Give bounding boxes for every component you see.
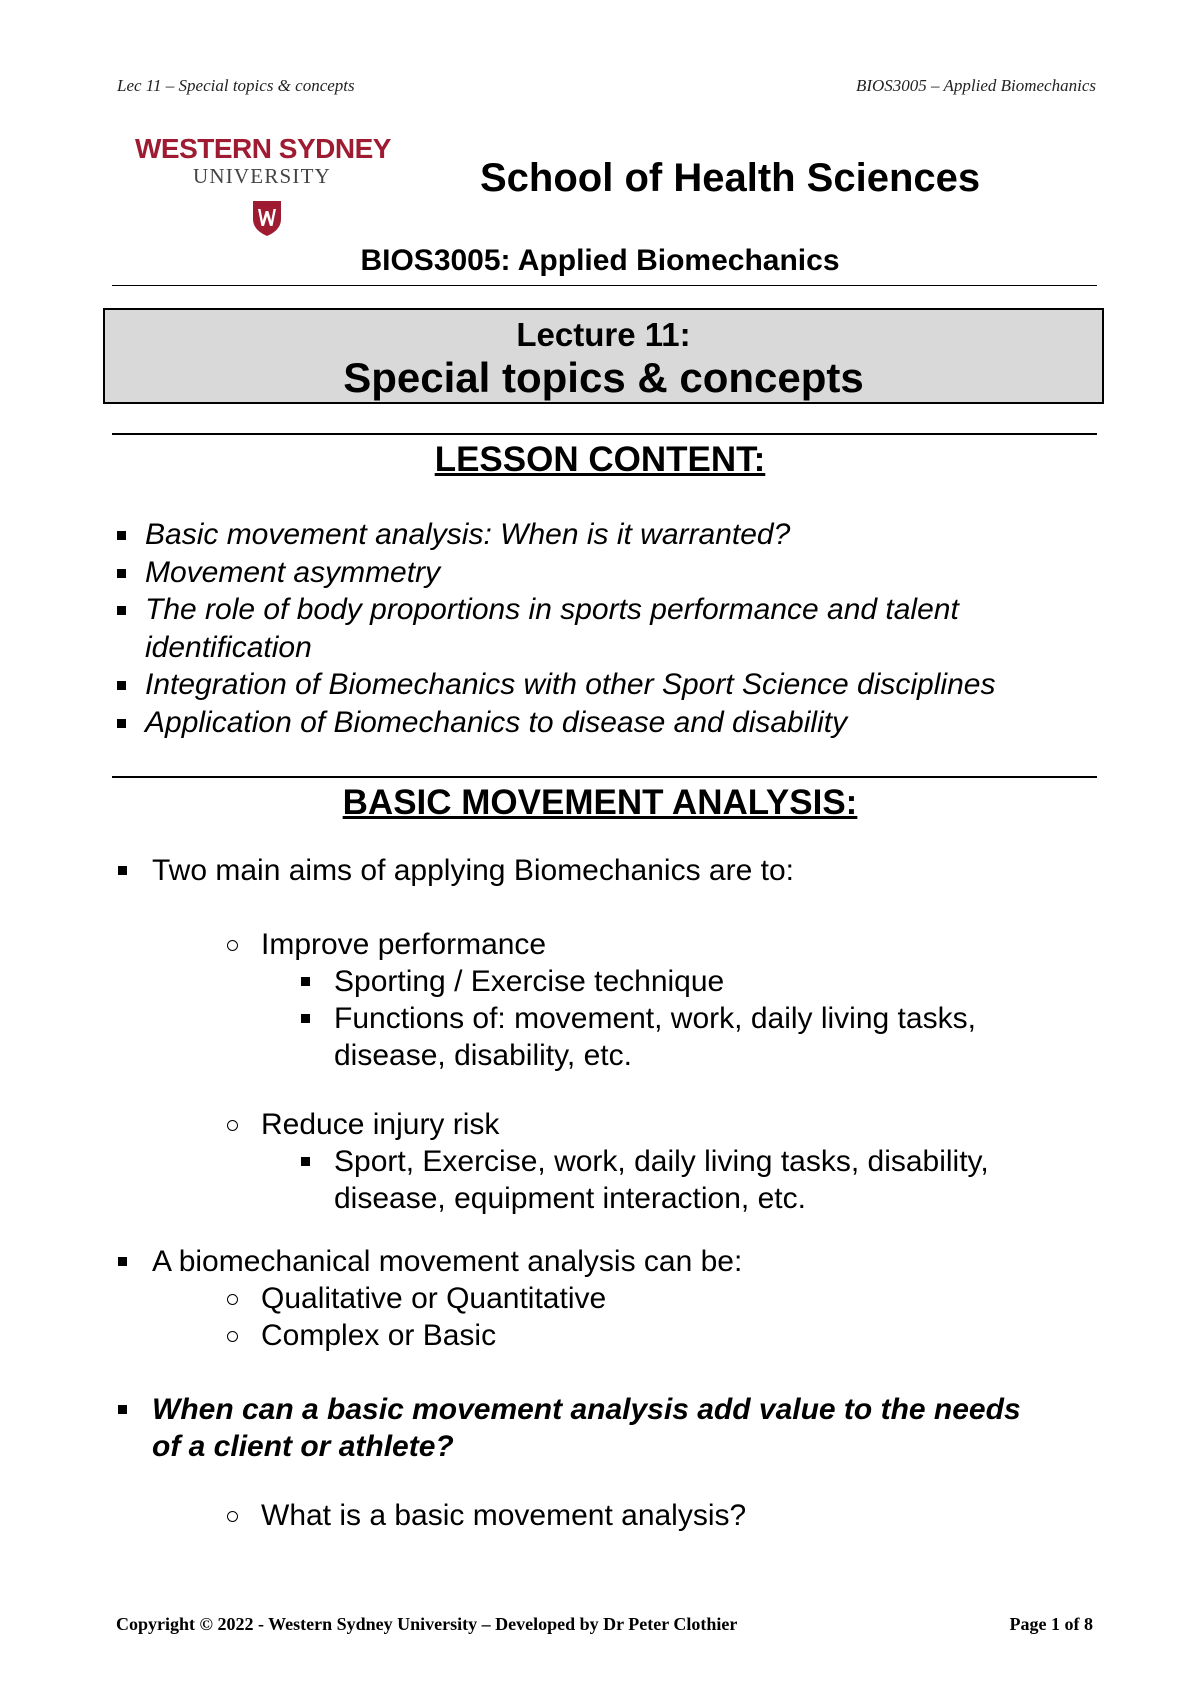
logo-wordmark-line2: UNIVERSITY (193, 164, 331, 188)
bullet-square-icon (301, 1014, 310, 1023)
what-is-basic-analysis: What is a basic movement analysis? (261, 1499, 747, 1532)
bullet-square-icon (301, 977, 310, 986)
analysis-intro: A biomechanical movement analysis can be: (152, 1245, 743, 1278)
list-item-text: Sport, Exercise, work, daily living tasks, disability, (334, 1145, 989, 1178)
bullet-square-icon (117, 719, 126, 728)
footer-copyright: Copyright © 2022 - Western Sydney University – Developed by Dr Peter Clothier (116, 1614, 738, 1634)
divider (112, 433, 1097, 435)
bullet-circle-icon (227, 1331, 238, 1342)
aims-intro: Two main aims of applying Biomechanics are to: (152, 854, 794, 887)
bullet-square-icon (117, 681, 126, 690)
bullet-circle-icon (227, 1294, 238, 1305)
list-item-text: Qualitative or Quantitative (261, 1282, 607, 1315)
bullet-circle-icon (227, 1511, 238, 1522)
running-header-right: BIOS3005 – Applied Biomechanics (855, 76, 1096, 95)
divider (112, 776, 1097, 778)
list-item (115, 516, 1115, 554)
list-item-text: Movement asymmetry (145, 555, 441, 589)
list-item (115, 591, 1065, 666)
list-item-text: Sporting / Exercise technique (334, 965, 725, 998)
bullet-square-icon (301, 1157, 310, 1166)
key-question-line2: of a client or athlete? (152, 1430, 454, 1463)
list-item (115, 666, 1115, 704)
bullet-circle-icon (227, 1120, 238, 1131)
lesson-content-list (115, 516, 1115, 741)
list-item-text: Functions of: movement, work, daily living tasks, (334, 1002, 976, 1035)
list-item-text: Application of Biomechanics to disease and disability (145, 705, 848, 739)
lesson-content-heading: LESSON CONTENT: (434, 440, 766, 479)
reduce-injury-risk: Reduce injury risk (261, 1108, 500, 1141)
list-item-text: Basic movement analysis: When is it warranted? (145, 518, 791, 551)
course-title: BIOS3005: Applied Biomechanics (360, 244, 840, 277)
key-question-line1: When can a basic movement analysis add value to the needs (152, 1393, 1021, 1426)
divider (112, 285, 1097, 286)
university-logo (135, 133, 405, 243)
lecture-title: Special topics & concepts (343, 354, 864, 401)
list-item-text: Complex or Basic (261, 1319, 497, 1352)
bullet-square-icon (117, 531, 126, 540)
running-header-left: Lec 11 – Special topics & concepts (117, 76, 355, 95)
bullet-square-icon (118, 1405, 127, 1414)
list-item (115, 704, 1115, 742)
bullet-square-icon (117, 606, 126, 615)
school-title: School of Health Sciences (480, 156, 981, 200)
lecture-title-box (103, 308, 1104, 404)
bullet-square-icon (118, 866, 127, 875)
list-item (115, 554, 1115, 592)
logo-wordmark-line1: WESTERN SYDNEY (135, 133, 391, 164)
list-item-text: Integration of Biomechanics with other Sport Science disciplines (145, 668, 996, 701)
lecture-number: Lecture 11: (516, 316, 691, 353)
basic-movement-analysis-heading: BASIC MOVEMENT ANALYSIS: (342, 783, 858, 822)
bullet-square-icon (118, 1257, 127, 1266)
shield-icon (251, 199, 283, 237)
list-item-text: disease, disability, etc. (334, 1039, 632, 1072)
bullet-circle-icon (227, 940, 238, 951)
list-item-text: The role of body proportions in sports performance and talent identification (145, 593, 959, 664)
improve-performance: Improve performance (261, 928, 547, 961)
list-item-text: disease, equipment interaction, etc. (334, 1182, 806, 1215)
page-number: Page 1 of 8 (1009, 1614, 1093, 1634)
bullet-square-icon (117, 569, 126, 578)
